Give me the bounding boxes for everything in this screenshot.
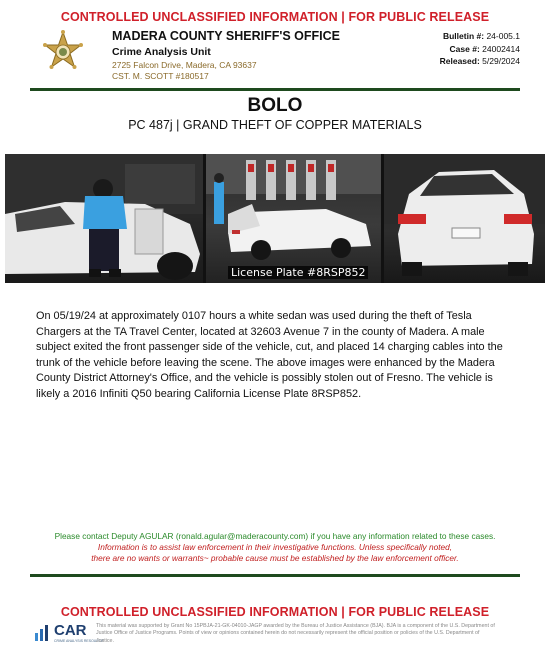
- page-title: BOLO: [247, 95, 303, 116]
- office-name: MADERA COUNTY SHERIFF'S OFFICE: [112, 29, 340, 43]
- photo-car-at-chargers: [206, 154, 381, 283]
- contact-line: Please contact Deputy AGULAR (ronald.agular@maderacounty.com) if you have any information related to these cases.: [54, 531, 496, 541]
- car-logo-subtext: CRIME ANALYSIS RESOURCE: [54, 639, 104, 643]
- unit-name: Crime Analysis Unit: [112, 46, 211, 58]
- funding-statement: This material was supported by Grant No 15PBJA-21-GK-04010-JAGP awarded by the Bureau of Justice Assistance (BJA). BJA is a component of the U.S. Department of Justice Office of Justice Programs. Points of view or opinions contained herein do not necessarily represent the official position or policies of the U.S. Department of Justice.: [96, 623, 495, 644]
- classification-banner-bottom: CONTROLLED UNCLASSIFIED INFORMATION | FOR PUBLIC RELEASE: [60, 605, 490, 619]
- photo-suspect-at-car: [5, 154, 203, 283]
- bulletin-number-row: Bulletin #: 24-005.1: [442, 31, 520, 41]
- car-logo-icon: [34, 624, 52, 642]
- incident-narrative: On 05/19/24 at approximately 0107 hours a white sedan was used during the theft of Tesla Chargers at the TA Travel Center, located at 32603 Avenue 7 in the county of Madera. A male subject exited the front passenger side of the vehicle, cut, and placed 14 charging cables into the trunk of the vehicle before leaving the scene. The above images were enhanced by the Madera County District Attorney's Office, and the vehicle is possibly stolen out of Fresno. The vehicle is likely a 2016 Infiniti Q50 bearing California License Plate 8RSP852.: [36, 310, 503, 400]
- footer-divider: [30, 574, 520, 577]
- license-plate-caption: License Plate #8RSP852: [228, 266, 368, 279]
- page-subtitle: PC 487j | GRAND THEFT OF COPPER MATERIALS: [128, 118, 422, 132]
- release-date-row: Released: 5/29/2024: [439, 56, 520, 66]
- classification-banner-top: CONTROLLED UNCLASSIFIED INFORMATION | FOR PUBLIC RELEASE: [60, 10, 490, 24]
- car-logo-text: CAR: [54, 622, 87, 639]
- legal-disclaimer: Information is to assist law enforcement in their investigative functions. Unless specifically noted, there are no wants or warrants~ probable cause must be established by the law enforcement officer.: [91, 542, 459, 563]
- header-divider: [30, 88, 520, 91]
- photo-car-rear: [384, 154, 545, 283]
- analyst-name: CST. M. SCOTT #180517: [112, 71, 209, 81]
- sheriff-star-badge-icon: [40, 30, 86, 76]
- case-number-row: Case #: 24002414: [449, 43, 520, 54]
- surveillance-photos: [5, 154, 545, 283]
- office-address: 2725 Falcon Drive, Madera, CA 93637: [112, 60, 257, 70]
- bulletin-meta: [440, 30, 520, 68]
